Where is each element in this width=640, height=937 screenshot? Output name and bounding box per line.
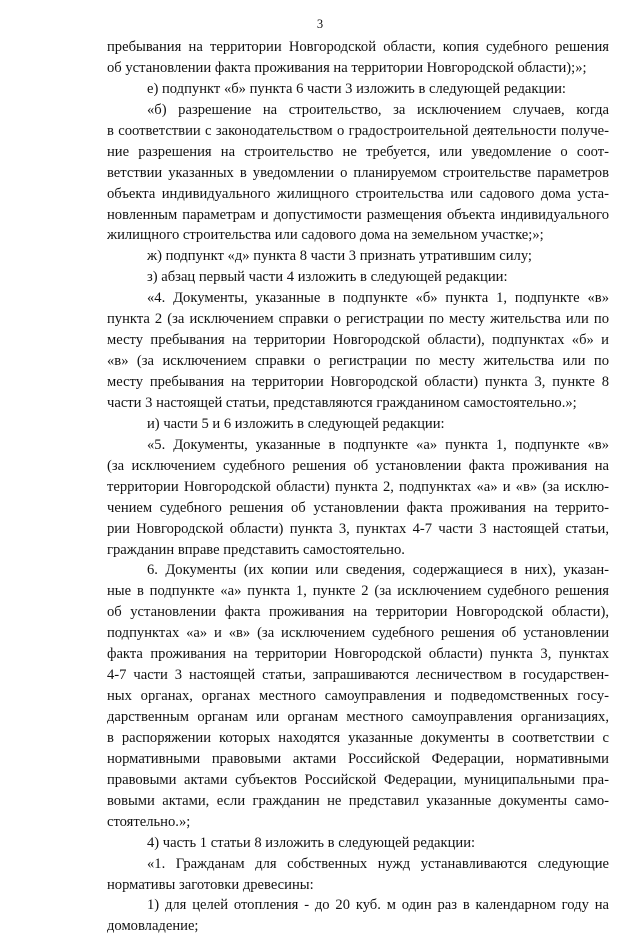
text-line: стоятельно.»; [107,813,191,830]
text-line: нормативы заготовки древесины: [107,876,314,893]
text-line: «5. Документы, указанные в подпункте «а» пункта 1, подпункте «в» [147,436,609,453]
text-line: правовыми актами субъектов Российской Федерации, муниципальными пра- [107,771,609,788]
text-line: пребывания на территории Новгородской области, копия судебного решения [107,39,609,55]
text-line: подпунктах «а» и «в» (за исключением судебного решения об установлении [107,625,609,642]
text-line: новленным параметрам и допустимости размещения объекта индивидуального [107,206,609,223]
text-line: дарственным органам или органам местного самоуправления организациях, [107,709,609,725]
text-line: «б) разрешение на строительство, за исключением случаев, когда [147,101,609,118]
text-line: рии Новгородской области) пункта 3, пунктах 4-7 части 3 настоящей статьи, [107,520,609,537]
text-line: в соответствии с законодательством о градостроительной деятельности получе- [107,122,609,139]
text-line: объекта индивидуального жилищного строительства или садового дома уста- [107,185,609,202]
text-line: «4. Документы, указанные в подпункте «б» пункта 1, подпункте «в» [147,290,609,307]
text-line: ветствии указанных в уведомлении о планируемом строительстве параметров [107,164,609,181]
text-line: нормативными правовыми актами Российской Федерации, нормативными [107,750,609,767]
text-line: «1. Гражданам для собственных нужд устанавливаются следующие [147,855,609,872]
text-line: «в» (за исключением справки о регистрации по месту жительства или по [107,353,609,370]
text-line: об установлении факта проживания на территории Новгородской области), [107,604,609,621]
text-line: 1) для целей отопления - до 20 куб. м один раз в календарном году на [147,897,609,914]
text-line: 4) часть 1 статьи 8 изложить в следующей редакции: [147,834,476,851]
text-line: домовладение; [107,918,199,935]
text-line: (за исключением судебного решения об установлении факта проживания на [107,457,609,474]
text-line: месту пребывания на территории Новгородской области), подпунктах «б» и [107,332,609,349]
text-line: ние разрешения на строительство не требуется, или уведомление о соот- [107,143,609,160]
text-line: территории Новгородской области) пункта 2, подпунктах «а» и «в» (за исклю- [107,478,609,495]
text-line: чением судебного решения об установлении факта проживания на террито- [107,499,609,516]
text-line: месту пребывания на территории Новгородской области) пункта 3, пункте 8 [107,374,609,390]
text-line: ных органах, органах местного самоуправления и подведомственных госу- [107,688,609,705]
text-line: ные в подпункте «а» пункта 1, пункте 2 (за исключением судебного решения [107,583,609,600]
text-line: е) подпункт «б» пункта 6 части 3 изложить в следующей редакции: [147,80,566,97]
text-line: части 3 настоящей статьи, представляются гражданином самостоятельно.»; [107,394,577,411]
text-line: в распоряжении которых находятся указанные документы в соответствии с [107,729,609,746]
text-line: факта проживания на территории Новгородской области) пункта 3, пунктах [107,646,609,663]
page-number: 3 [316,17,324,31]
document-body [107,37,609,937]
text-line: з) абзац первый части 4 изложить в следующей редакции: [147,269,508,286]
text-line: 4-7 части 3 настоящей статьи, запрашиваются лесничеством в государствен- [107,667,609,684]
text-line: ж) подпункт «д» пункта 8 части 3 признать утратившим силу; [147,248,532,265]
text-line: об установлении факта проживания на территории Новгородской области);»; [107,59,587,76]
text-line: жилищного строительства или садового дома на земельном участке;»; [107,227,544,244]
text-line: пункта 2 (за исключением справки о регистрации по месту жительства или по [107,311,609,328]
text-line: 6. Документы (их копии или сведения, содержащиеся в них), указан- [147,562,609,579]
text-line: и) части 5 и 6 изложить в следующей редакции: [147,415,445,432]
text-line: вовыми актами, если гражданин не представил указанные документы само- [107,792,609,809]
text-line: гражданин вправе представить самостоятельно. [107,541,405,558]
